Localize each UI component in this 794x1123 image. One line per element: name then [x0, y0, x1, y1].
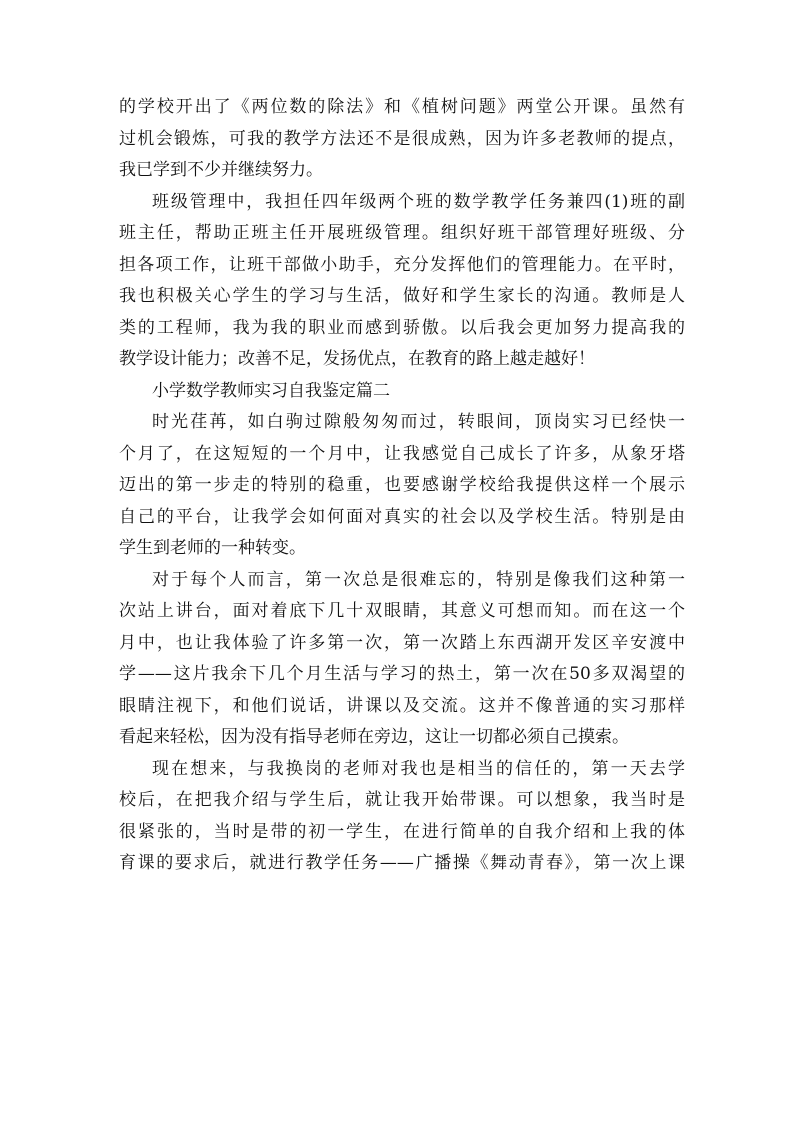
paragraph: [119, 92, 685, 187]
text-line: 教学设计能力；改善不足，发扬优点，在教育的路上越走越好！: [119, 349, 595, 369]
text-line: 班级管理中，我担任四年级两个班的数学教学任务兼四(1)班的副: [152, 191, 685, 212]
text-line: 月中，也让我体验了许多第一次，第一次踏上东西湖开发区辛安渡中: [119, 632, 685, 653]
text-line: 个月了，在这短短的一个月中，让我感觉自己成长了许多，从象牙塔: [119, 443, 685, 464]
text-line: 时光荏苒，如白驹过隙般匆匆而过，转眼间，顶岗实习已经快一: [152, 412, 685, 432]
text-line: 担各项工作，让班干部做小助手，充分发挥他们的管理能力。在平时，: [119, 254, 685, 275]
text-line: 看起来轻松，因为没有指导老师在旁边，这让一切都必须自己摸索。: [119, 727, 629, 747]
text-line: 我已学到不少并继续努力。: [119, 160, 323, 180]
text-line: 现在想来，与我换岗的老师对我也是相当的信任的，第一天去学: [152, 758, 685, 779]
text-line: 对于每个人而言，第一次总是很难忘的，特别是像我们这种第一: [152, 569, 685, 590]
text-line: 过机会锻炼，可我的教学方法还不是很成熟，因为许多老教师的提点，: [119, 128, 685, 149]
text-line: 班主任，帮助正班主任开展班级管理。组织好班干部管理好班级、分: [119, 223, 685, 243]
text-line: 育课的要求后，就进行教学任务——广播操《舞动青春》，第一次上课: [119, 853, 685, 873]
text-line: 类的工程师，我为我的职业而感到骄傲。以后我会更加努力提高我的: [119, 317, 685, 338]
text-line: 的学校开出了《两位数的除法》和《植树问题》两堂公开课。虽然有: [119, 97, 685, 117]
paragraph: [119, 565, 685, 754]
text-line: 学——这片我余下几个月生活与学习的热土，第一次在50多双渴望的: [119, 664, 685, 684]
paragraph: [119, 754, 685, 880]
heading-text: 小学数学教师实习自我鉴定篇二: [152, 380, 390, 401]
text-line: 迈出的第一步走的特别的稳重，也要感谢学校给我提供这样一个展示: [119, 475, 685, 495]
text-line: 我也积极关心学生的学习与生活，做好和学生家长的沟通。教师是人: [119, 286, 685, 306]
text-line: 学生到老师的一种转变。: [119, 538, 306, 558]
paragraph: [119, 407, 685, 565]
text-line: 校后，在把我介绍与学生后，就让我开始带课。可以想象，我当时是: [119, 790, 685, 810]
paragraph: [119, 187, 685, 376]
text-line: 很紧张的，当时是带的初一学生，在进行简单的自我介绍和上我的体: [119, 821, 685, 842]
text-line: 自己的平台，让我学会如何面对真实的社会以及学校生活。特别是由: [119, 506, 685, 527]
section-heading: [119, 376, 685, 408]
document-body: [119, 92, 685, 880]
text-line: 眼睛注视下，和他们说话，讲课以及交流。这并不像普通的实习那样: [119, 695, 685, 716]
text-line: 次站上讲台，面对着底下几十双眼睛，其意义可想而知。而在这一个: [119, 601, 685, 621]
